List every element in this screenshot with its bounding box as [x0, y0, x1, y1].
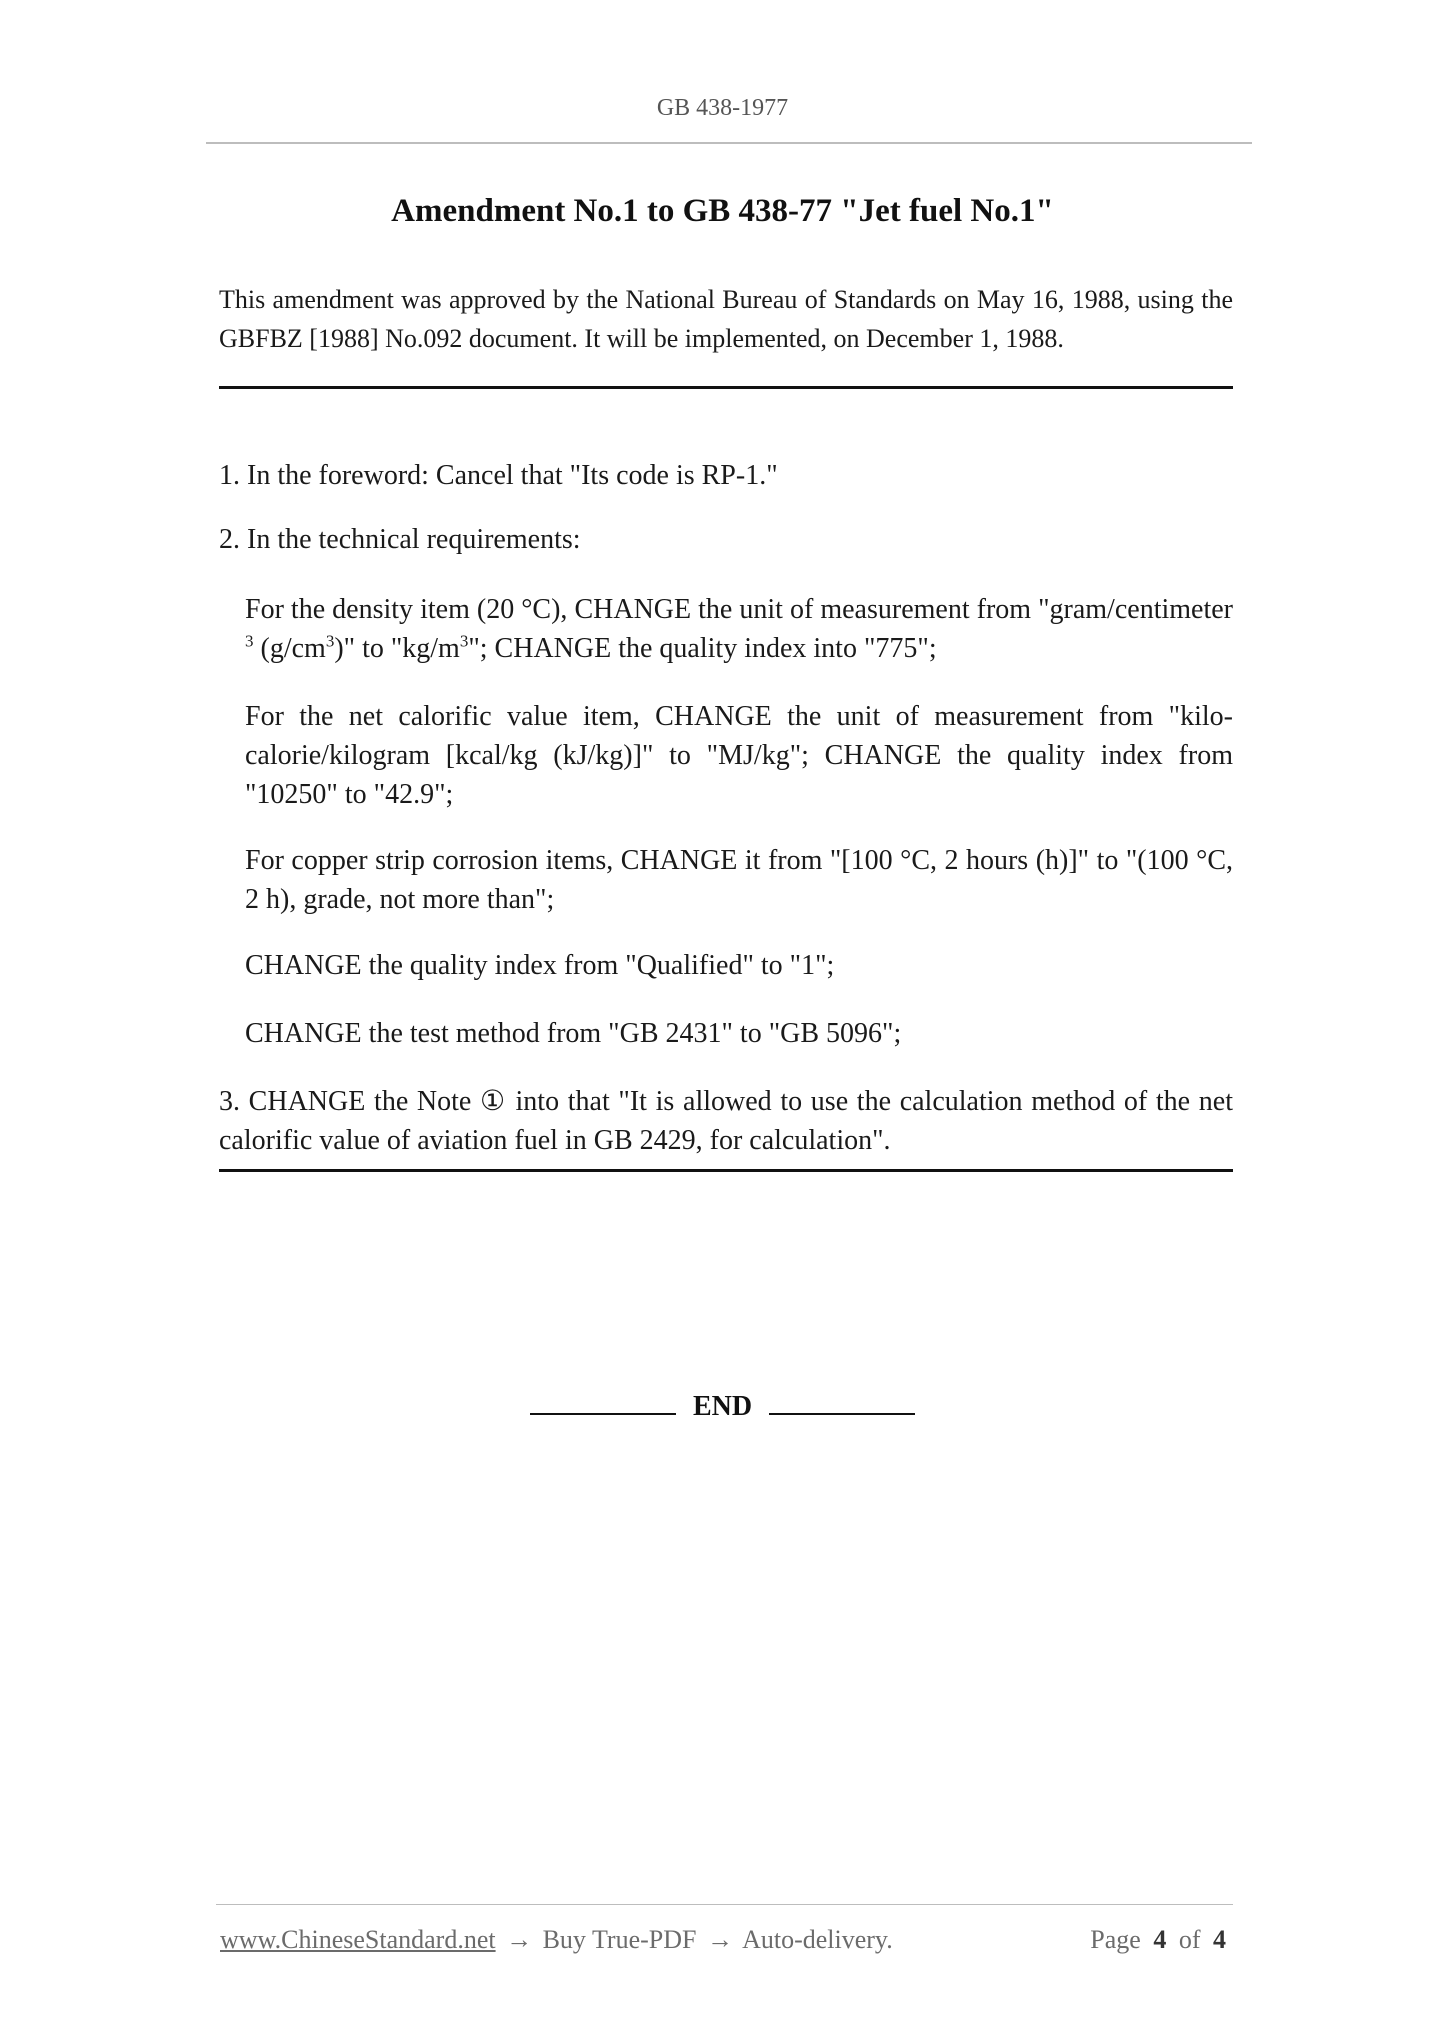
- calorific-value-item-change: For the net calorific value item, CHANGE the unit of measurement from "kilo-calorie/kilogram [kcal/kg (kJ/kg)]" to "MJ/kg"; CHANGE the quality index from "10250" to "42.9";: [245, 701, 1233, 810]
- page-total: 4: [1213, 1925, 1226, 1954]
- density-superscript-3: 3: [459, 631, 469, 651]
- item-1-foreword: 1. In the foreword: Cancel that "Its code is RP-1.": [219, 460, 778, 491]
- density-superscript-2: 3: [325, 631, 335, 651]
- end-right-line: [769, 1389, 915, 1415]
- arrow-right-icon: →: [506, 1925, 533, 1954]
- item-2-technical-requirements: 2. In the technical requirements:: [219, 524, 581, 555]
- footer-divider: [216, 1904, 1233, 1905]
- density-item-change: [245, 590, 1233, 668]
- quality-index-change: CHANGE the quality index from "Qualified" to "1";: [245, 950, 835, 981]
- header-document-code: GB 438-1977: [656, 95, 789, 121]
- page-label: Page: [1090, 1925, 1141, 1954]
- density-superscript-1: 3: [245, 631, 254, 651]
- website-link[interactable]: www.ChineseStandard.net: [220, 1925, 496, 1954]
- auto-delivery-text: Auto-delivery.: [742, 1925, 893, 1954]
- end-label: END: [692, 1391, 753, 1422]
- density-text-2: (g/cm: [253, 633, 326, 664]
- density-text-3: )" to "kg/m: [334, 633, 460, 664]
- arrow-right-icon: →: [707, 1925, 733, 1954]
- top-rule: [219, 386, 1233, 389]
- of-label: of: [1178, 1925, 1201, 1954]
- density-text-4: "; CHANGE the quality index into "775";: [468, 633, 937, 664]
- page-title: Amendment No.1 to GB 438-77 "Jet fuel No.1": [391, 193, 1054, 229]
- density-text-1: For the density item (20 °C), CHANGE the unit of measurement from "gram/centimeter: [245, 594, 1233, 625]
- footer-promo: [220, 1925, 893, 1955]
- approval-statement: This amendment was approved by the National Bureau of Standards on May 16, 1988, using the GBFBZ [1988] No.092 document. It will be implemented, on December 1, 1988.: [219, 285, 1233, 353]
- test-method-change: CHANGE the test method from "GB 2431" to "GB 5096";: [245, 1018, 902, 1049]
- bottom-rule: [219, 1169, 1233, 1172]
- header-divider: [206, 142, 1252, 144]
- buy-true-pdf-text: Buy True-PDF: [542, 1925, 697, 1954]
- page-current: 4: [1153, 1925, 1167, 1954]
- end-marker: [0, 1389, 1445, 1423]
- end-left-line: [530, 1389, 676, 1415]
- item-3-note-change: 3. CHANGE the Note ① into that "It is allowed to use the calculation method of the net calorific value of aviation fuel in GB 2429, for calculation".: [219, 1086, 1233, 1156]
- page-number: [1090, 1925, 1232, 1955]
- copper-strip-corrosion-change: For copper strip corrosion items, CHANGE it from "[100 °C, 2 hours (h)]" to "(100 °C, 2 h), grade, not more than";: [245, 845, 1233, 915]
